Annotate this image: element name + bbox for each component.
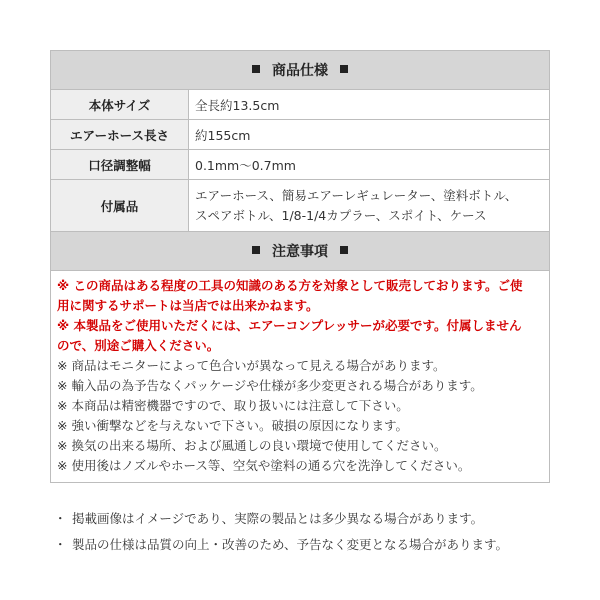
square-bullet-icon	[340, 246, 348, 254]
footer-line	[54, 532, 554, 558]
square-bullet-icon	[340, 65, 348, 73]
note-line: ※ 本商品は精密機器ですので、取り扱いには注意して下さい。	[57, 398, 409, 413]
note-line: ※ 換気の出来る場所、および風通しの良い環境で使用してください。	[57, 438, 447, 453]
footer-line	[54, 506, 554, 532]
spec-header-title: 商品仕様	[272, 63, 328, 79]
spec-value-line: エアーホース、簡易エアーレギュレーター、塗料ボトル、	[195, 187, 518, 203]
spec-label: 付属品	[51, 180, 189, 232]
note-warning-line: ※ 本製品をご使用いただくには、エアーコンプレッサーが必要です。付属しません	[57, 318, 522, 333]
spec-value: 0.1mm～0.7mm	[189, 150, 550, 180]
note-line: ※ 強い衝撃などを与えないで下さい。破損の原因になります。	[57, 418, 408, 433]
spec-value: 全長約13.5cm	[189, 90, 550, 120]
notes-header-title: 注意事項	[272, 244, 328, 260]
spec-label: 本体サイズ	[51, 90, 189, 120]
notes-list	[51, 271, 550, 483]
note-warning-line: 用に関するサポートは当店では出来かねます。	[57, 298, 319, 313]
square-bullet-icon	[252, 246, 260, 254]
spec-value: 約155cm	[189, 120, 550, 150]
note-line: ※ 使用後はノズルやホース等、空気や塗料の通る穴を洗浄してください。	[57, 458, 471, 473]
spec-row-body-size	[51, 90, 550, 120]
square-bullet-icon	[252, 65, 260, 73]
footer-text: 掲載画像はイメージであり、実際の製品とは多少異なる場合があります。	[72, 511, 484, 526]
spec-table	[50, 50, 550, 483]
spec-label: 口径調整幅	[51, 150, 189, 180]
spec-row-hose-length	[51, 120, 550, 150]
bullet-dot-icon: ・	[54, 537, 67, 552]
spec-header	[51, 51, 550, 90]
footer-disclaimers	[54, 506, 554, 558]
spec-row-accessories	[51, 180, 550, 232]
notes-header	[51, 232, 550, 271]
spec-value-line: スペアボトル、1/8-1/4カプラー、スポイト、ケース	[195, 207, 487, 223]
note-line: ※ 輸入品の為予告なくパッケージや仕様が多少変更される場合があります。	[57, 378, 483, 393]
footer-text: 製品の仕様は品質の向上・改善のため、予告なく変更となる場合があります。	[72, 537, 509, 552]
spec-value	[189, 180, 550, 232]
note-line: ※ 商品はモニターによって色合いが異なって見える場合があります。	[57, 358, 446, 373]
note-warning-line: ※ この商品はある程度の工具の知識のある方を対象として販売しております。ご使	[57, 278, 523, 293]
bullet-dot-icon: ・	[54, 511, 67, 526]
note-warning-line: ので、別途ご購入ください。	[57, 338, 220, 353]
spec-label: エアーホース長さ	[51, 120, 189, 150]
spec-row-nozzle-range	[51, 150, 550, 180]
